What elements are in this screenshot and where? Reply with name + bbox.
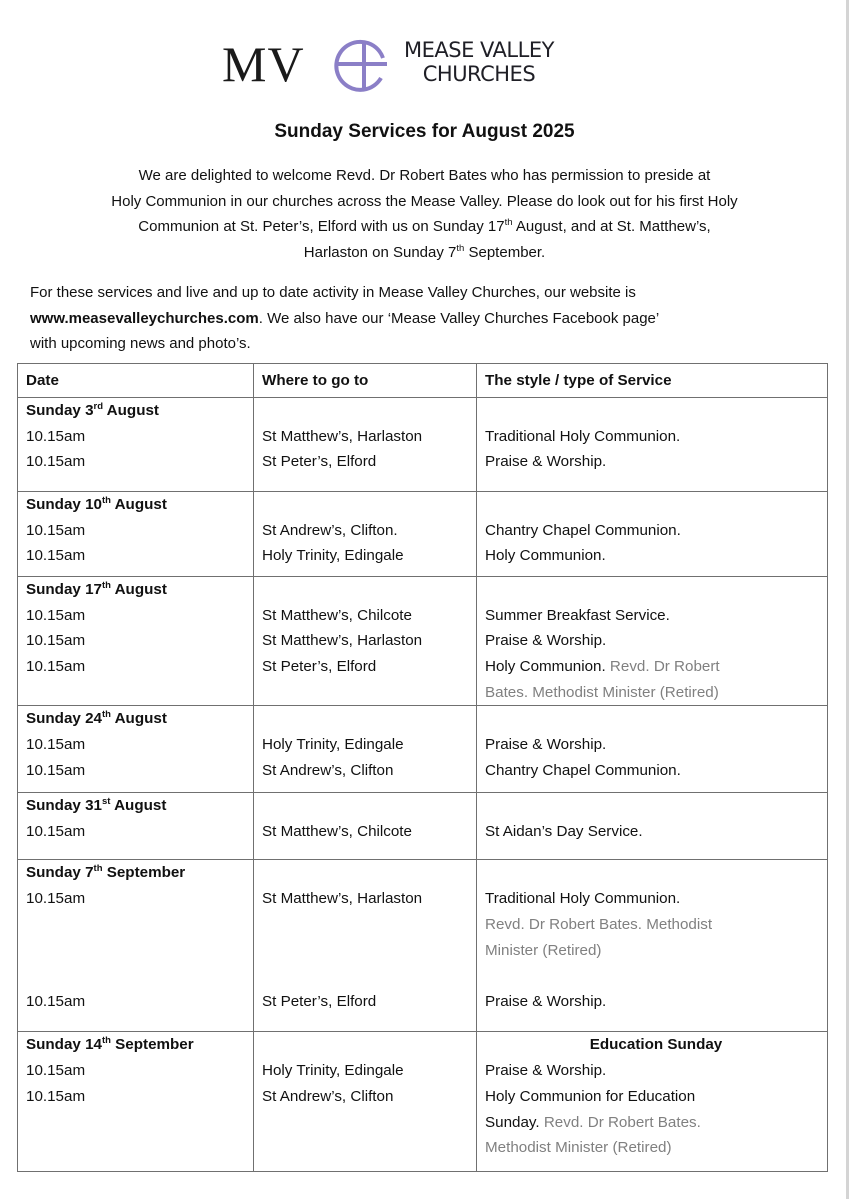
service-date bbox=[26, 1032, 253, 1058]
service-date bbox=[26, 398, 253, 424]
service-description bbox=[485, 654, 827, 680]
date-cell bbox=[18, 1032, 254, 1172]
date-text: August bbox=[110, 710, 167, 728]
service-time: 10.15am bbox=[26, 1087, 86, 1105]
intro-line: We are delighted to welcome Revd. Dr Robert Bates who has permission to preside at bbox=[138, 167, 711, 184]
service-description bbox=[485, 963, 827, 989]
ordinal-suffix: th bbox=[504, 217, 513, 228]
spacer bbox=[485, 492, 827, 518]
website-line: with upcoming news and photo’s. bbox=[30, 335, 251, 352]
service-description bbox=[485, 1135, 827, 1161]
header-location: Where to go to bbox=[254, 364, 477, 398]
spacer bbox=[262, 793, 476, 819]
spacer bbox=[485, 860, 827, 886]
ordinal-suffix: rd bbox=[93, 401, 104, 412]
service-date bbox=[26, 577, 253, 603]
service-description bbox=[485, 680, 827, 706]
logo-initials: MV bbox=[222, 36, 305, 92]
website-line: For these services and live and up to date activity in Mease Valley Churches, our website is bbox=[30, 284, 636, 301]
service-description bbox=[485, 938, 827, 964]
church-location: St Matthew’s, Chilcote bbox=[262, 823, 412, 841]
church-location: St Matthew’s, Harlaston bbox=[262, 890, 423, 908]
service-type: Praise & Worship. bbox=[485, 453, 607, 471]
date-text: Sunday 10 bbox=[26, 496, 102, 513]
service-time: 10.15am bbox=[26, 992, 86, 1010]
church-location: St Matthew’s, Harlaston bbox=[262, 427, 423, 445]
spacer bbox=[485, 398, 827, 424]
header-date: Date bbox=[18, 364, 254, 398]
service-type: Praise & Worship. bbox=[485, 632, 607, 650]
service-type: St Aidan’s Day Service. bbox=[485, 823, 643, 841]
location-cell bbox=[254, 398, 477, 492]
service-time: 10.15am bbox=[26, 453, 86, 471]
service-type-cell bbox=[477, 577, 828, 706]
location-cell bbox=[254, 1032, 477, 1172]
spacer bbox=[262, 860, 476, 886]
service-description bbox=[485, 989, 827, 1015]
header-service-type: The style / type of Service bbox=[477, 364, 828, 398]
service-time: 10.15am bbox=[26, 547, 86, 565]
table-row bbox=[18, 577, 828, 706]
church-location: St Andrew’s, Clifton bbox=[262, 1087, 394, 1105]
cross-circle-icon bbox=[333, 38, 393, 96]
church-location: St Matthew’s, Chilcote bbox=[262, 606, 412, 624]
ordinal-suffix: th bbox=[101, 709, 111, 721]
minister-note: Revd. Dr Robert Bates. Methodist bbox=[485, 915, 713, 933]
service-type: Traditional Holy Communion. bbox=[485, 427, 681, 445]
service-time: 10.15am bbox=[26, 658, 86, 676]
date-text: August bbox=[110, 496, 167, 513]
date-text: Sunday 31 bbox=[26, 797, 102, 815]
church-location: Holy Trinity, Edingale bbox=[262, 1062, 404, 1080]
intro-line bbox=[0, 214, 849, 240]
service-time: 10.15am bbox=[26, 427, 86, 445]
service-type: Holy Communion. bbox=[485, 658, 606, 676]
location-cell bbox=[254, 577, 477, 706]
website-paragraph bbox=[30, 280, 830, 357]
mease-valley-logo bbox=[222, 34, 602, 94]
service-date bbox=[26, 706, 253, 732]
date-cell bbox=[18, 398, 254, 492]
service-time: 10.15am bbox=[26, 761, 86, 779]
location-cell bbox=[254, 860, 477, 1032]
church-location: St Peter’s, Elford bbox=[262, 453, 377, 471]
date-text: August bbox=[110, 581, 167, 598]
date-cell bbox=[18, 860, 254, 1032]
service-description bbox=[485, 1058, 827, 1084]
church-location bbox=[262, 963, 476, 989]
service-type-cell bbox=[477, 492, 828, 577]
table-row bbox=[18, 860, 828, 1032]
intro-text: Harlaston on Sunday 7 bbox=[303, 243, 457, 261]
spacer bbox=[485, 793, 827, 819]
date-text: Sunday 3 bbox=[26, 402, 94, 419]
ordinal-suffix: th bbox=[93, 863, 103, 875]
service-time: 10.15am bbox=[26, 1062, 86, 1080]
intro-line bbox=[0, 240, 849, 266]
date-text: August bbox=[103, 402, 159, 419]
service-description bbox=[485, 518, 827, 544]
minister-note: Bates. Methodist Minister (Retired) bbox=[485, 683, 719, 701]
spacer bbox=[262, 398, 476, 424]
intro-text: Communion at St. Peter’s, Elford with us on Sunday 17 bbox=[138, 218, 505, 235]
website-line bbox=[30, 306, 830, 332]
ordinal-suffix: th bbox=[456, 242, 465, 254]
service-type-cell bbox=[477, 793, 828, 860]
location-cell bbox=[254, 706, 477, 793]
table-row bbox=[18, 706, 828, 793]
service-description bbox=[485, 603, 827, 629]
page-title: Sunday Services for August 2025 bbox=[274, 121, 575, 142]
date-cell bbox=[18, 577, 254, 706]
ordinal-suffix: th bbox=[101, 1035, 111, 1047]
minister-note: Revd. Dr Robert bbox=[605, 658, 720, 676]
logo-line-1: MEASE VALLEY bbox=[404, 38, 554, 62]
service-type-cell bbox=[477, 1032, 828, 1172]
church-location: St Peter’s, Elford bbox=[262, 992, 377, 1010]
service-description bbox=[485, 886, 827, 912]
intro-paragraph bbox=[0, 163, 849, 265]
church-location: Holy Trinity, Edingale bbox=[262, 547, 404, 565]
location-cell bbox=[254, 793, 477, 860]
service-time bbox=[26, 963, 253, 989]
date-text: Sunday 7 bbox=[26, 864, 94, 882]
spacer bbox=[262, 706, 476, 732]
spacer bbox=[485, 706, 827, 732]
service-time: 10.15am bbox=[26, 890, 86, 908]
service-time: 10.15am bbox=[26, 521, 86, 539]
date-text: Sunday 24 bbox=[26, 710, 102, 728]
special-sunday-heading: Education Sunday bbox=[589, 1036, 723, 1054]
service-date bbox=[26, 860, 253, 886]
date-text: Sunday 17 bbox=[26, 581, 102, 598]
date-cell bbox=[18, 793, 254, 860]
service-date bbox=[26, 492, 253, 518]
church-location bbox=[262, 912, 476, 938]
service-description bbox=[485, 912, 827, 938]
logo-line-2: CHURCHES bbox=[422, 62, 536, 86]
service-description bbox=[485, 1084, 827, 1110]
service-time: 10.15am bbox=[26, 823, 86, 841]
service-date bbox=[26, 793, 253, 819]
service-type-cell bbox=[477, 860, 828, 1032]
church-location: St Matthew’s, Harlaston bbox=[262, 632, 423, 650]
minister-note: Minister (Retired) bbox=[485, 941, 602, 959]
church-location: St Andrew’s, Clifton bbox=[262, 761, 394, 779]
service-type: Praise & Worship. bbox=[485, 992, 607, 1010]
service-description bbox=[485, 449, 827, 475]
service-type: Chantry Chapel Communion. bbox=[485, 761, 681, 779]
intro-text: August, and at St. Matthew’s, bbox=[512, 218, 711, 235]
church-location: St Andrew’s, Clifton. bbox=[262, 521, 398, 539]
table-row bbox=[18, 492, 828, 577]
spacer bbox=[262, 1032, 476, 1058]
date-text: September bbox=[110, 1036, 194, 1054]
location-cell bbox=[254, 492, 477, 577]
logo-text bbox=[404, 38, 554, 86]
service-description bbox=[485, 732, 827, 758]
service-time: 10.15am bbox=[26, 632, 86, 650]
service-time bbox=[26, 938, 253, 964]
intro-text: September. bbox=[464, 243, 546, 261]
service-description bbox=[485, 758, 827, 784]
church-location: Holy Trinity, Edingale bbox=[262, 736, 404, 754]
date-text: August bbox=[110, 797, 167, 815]
service-description bbox=[485, 628, 827, 654]
date-cell bbox=[18, 492, 254, 577]
ordinal-suffix: th bbox=[101, 580, 111, 591]
service-type: Traditional Holy Communion. bbox=[485, 890, 681, 908]
date-text: September bbox=[102, 864, 186, 882]
minister-note: Methodist Minister (Retired) bbox=[485, 1139, 672, 1157]
service-type: Sunday. bbox=[485, 1113, 540, 1131]
table-row bbox=[18, 398, 828, 492]
ordinal-suffix: th bbox=[101, 495, 111, 506]
ordinal-suffix: st bbox=[101, 796, 111, 808]
spacer bbox=[262, 492, 476, 518]
service-type: Chantry Chapel Communion. bbox=[485, 521, 681, 539]
church-location bbox=[262, 938, 476, 964]
intro-line: Holy Communion in our churches across the Mease Valley. Please do look out for his first Holy bbox=[111, 192, 738, 210]
service-type: Praise & Worship. bbox=[485, 1062, 607, 1080]
service-type-cell bbox=[477, 398, 828, 492]
table-header-row bbox=[18, 364, 828, 398]
website-link[interactable]: www.measevalleychurches.com bbox=[30, 309, 259, 327]
date-cell bbox=[18, 706, 254, 793]
table-row bbox=[18, 1032, 828, 1172]
spacer bbox=[485, 577, 827, 603]
service-description bbox=[485, 424, 827, 450]
service-description bbox=[485, 1110, 827, 1136]
service-type-cell bbox=[477, 706, 828, 793]
service-description bbox=[485, 819, 827, 845]
service-time: 10.15am bbox=[26, 606, 86, 624]
service-type: Holy Communion. bbox=[485, 547, 606, 565]
table-row bbox=[18, 793, 828, 860]
service-type: Summer Breakfast Service. bbox=[485, 606, 670, 624]
service-type: Praise & Worship. bbox=[485, 736, 607, 754]
service-time bbox=[26, 912, 253, 938]
minister-note: Revd. Dr Robert Bates. bbox=[539, 1113, 701, 1131]
service-type: Holy Communion for Education bbox=[485, 1087, 696, 1105]
service-time: 10.15am bbox=[26, 736, 86, 754]
church-location: St Peter’s, Elford bbox=[262, 658, 377, 676]
spacer bbox=[262, 577, 476, 603]
services-table bbox=[17, 363, 828, 1172]
date-text: Sunday 14 bbox=[26, 1036, 102, 1054]
service-description bbox=[485, 543, 827, 569]
website-text: . We also have our ‘Mease Valley Churches Facebook page’ bbox=[258, 309, 660, 327]
